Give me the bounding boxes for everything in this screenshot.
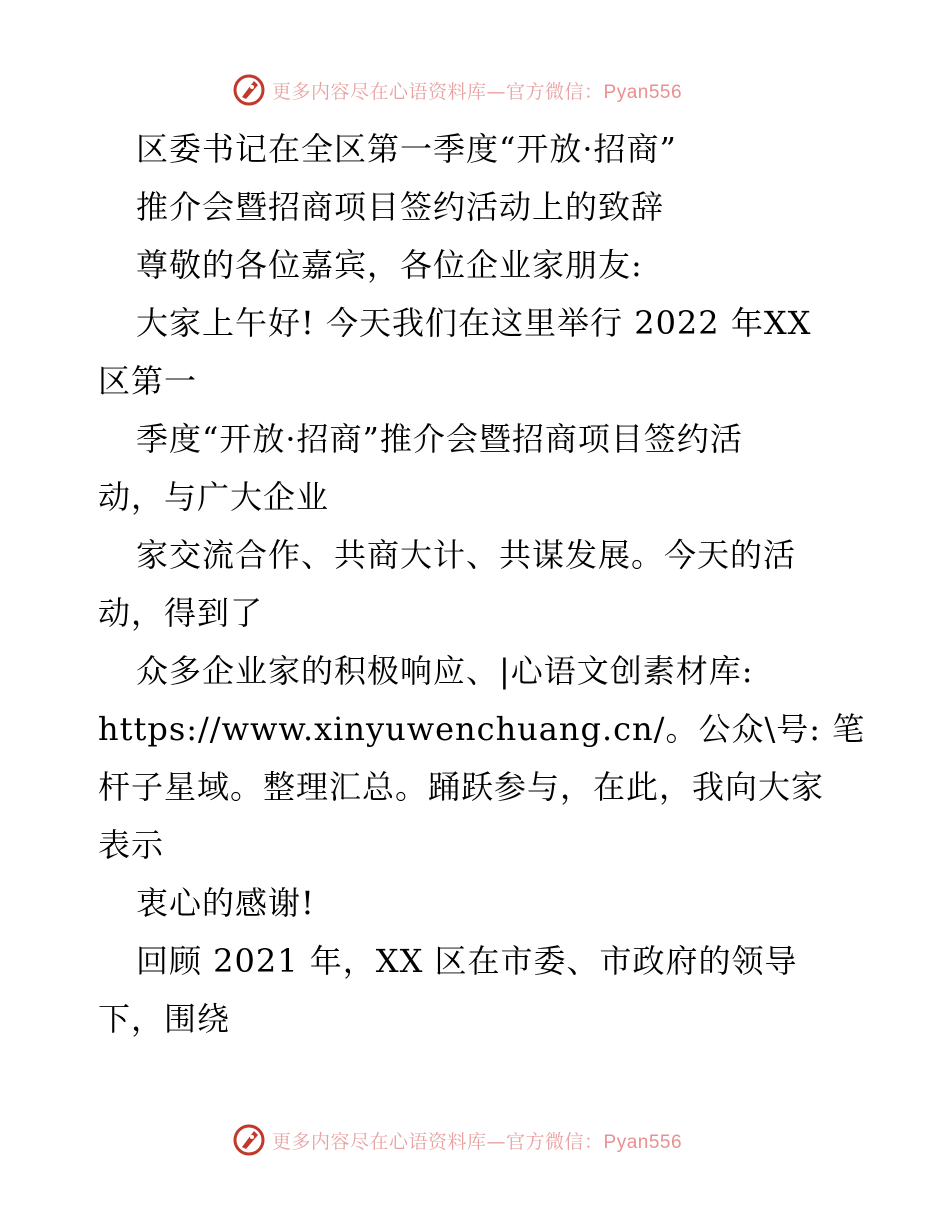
document-line: 衷心的感谢! bbox=[136, 884, 315, 922]
document-line: 动，得到了 bbox=[98, 594, 264, 632]
document-line: 表示 bbox=[98, 826, 165, 864]
document-line: 区委书记在全区第一季度“开放·招商” bbox=[136, 130, 677, 168]
document-line: 回顾 2021 年，XX 区在市委、市政府的领导 bbox=[136, 942, 798, 980]
document-line: 大家上午好! 今天我们在这里举行 2022 年XX bbox=[136, 304, 812, 342]
document-line: 众多企业家的积极响应、|心语文创素材库: bbox=[136, 652, 754, 690]
footer-banner bbox=[232, 1120, 712, 1160]
footer-banner-text: 更多内容尽在心语资料库—官方微信：Pyan556 bbox=[272, 1130, 683, 1153]
document-line: 动，与广大企业 bbox=[98, 478, 330, 516]
document-line: 杆子星域。整理汇总。踊跃参与，在此，我向大家 bbox=[98, 768, 825, 806]
document-line: 区第一 bbox=[98, 362, 198, 400]
header-banner-text: 更多内容尽在心语资料库—官方微信：Pyan556 bbox=[272, 80, 683, 103]
document-body bbox=[98, 120, 866, 1048]
document-line: 推介会暨招商项目签约活动上的致辞 bbox=[136, 188, 665, 226]
footer-wechat-handle: Pyan556 bbox=[603, 1131, 683, 1153]
header-banner bbox=[232, 70, 712, 110]
document-line: 家交流合作、共商大计、共谋发展。今天的活 bbox=[136, 536, 797, 574]
header-wechat-handle: Pyan556 bbox=[603, 81, 683, 103]
document-line: 下，围绕 bbox=[98, 1000, 231, 1038]
pen-nib-logo-icon bbox=[232, 73, 266, 107]
document-line: 季度“开放·招商”推介会暨招商项目签约活 bbox=[136, 420, 743, 458]
pen-nib-logo-icon bbox=[232, 1123, 266, 1157]
document-line: https://www.xinyuwenchuang.cn/。公众\号: 笔 bbox=[98, 710, 866, 748]
document-line: 尊敬的各位嘉宾，各位企业家朋友: bbox=[136, 246, 643, 284]
